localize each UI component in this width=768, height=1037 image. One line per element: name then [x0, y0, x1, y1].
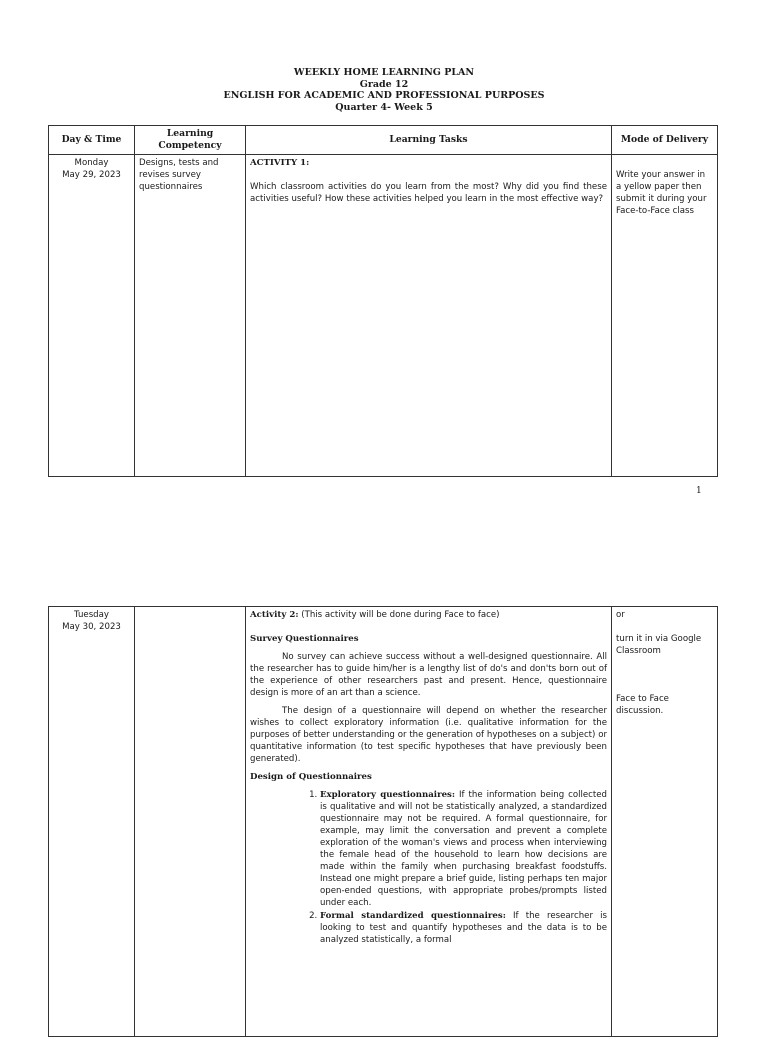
page-number: 1 [696, 486, 702, 496]
activity-note: (This activity will be done during Face to face) [298, 610, 500, 620]
competency-cell [135, 607, 246, 1037]
competency-cell: Designs, tests and revises survey questionnaires [135, 155, 246, 477]
header-subject: ENGLISH FOR ACADEMIC AND PROFESSIONAL PURPOSES [223, 90, 545, 101]
activity-text: Which classroom activities do you learn from the most? Why did you find these activities useful? How these activities helped you learn in the most effective way? [250, 182, 607, 204]
day-label: Monday [74, 158, 109, 168]
header-learning-competency: Learning Competency [135, 126, 246, 155]
page-header [0, 67, 768, 113]
design-title: Design of Questionnaires [250, 772, 372, 782]
design-list [250, 789, 607, 946]
delivery-or: or [616, 610, 625, 620]
delivery-cell [612, 607, 718, 1037]
paragraph: The design of a questionnaire will depend on whether the researcher wishes to collect exploratory information (i.e. qualitative information for the purposes of better understanding or the generation of hypotheses on a subject) or quantitative information (to test specific hypotheses that have previously been generated). [250, 706, 607, 764]
header-quarter: Quarter 4- Week 5 [335, 101, 433, 113]
day-label: Tuesday [74, 610, 109, 620]
learning-plan-table-page2 [48, 606, 718, 1037]
date-label: May 29, 2023 [62, 170, 121, 180]
header-day-time: Day & Time [49, 126, 135, 155]
delivery-face-to-face: Face to Face discussion. [616, 694, 669, 716]
list-item [320, 789, 607, 909]
day-time-cell [49, 607, 135, 1037]
activity-heading [250, 609, 607, 621]
paragraph: No survey can achieve success without a well-designed questionnaire. All the researcher has to guide him/her is a lengthy list of do's and don'ts born out of the experience of other researchers past and present. Hence, questionnaire design is more of an art than a science. [250, 652, 607, 698]
activity-title: ACTIVITY 1: [250, 158, 310, 168]
list-item [320, 910, 607, 946]
list-item-title: Exploratory questionnaires: [320, 790, 456, 800]
day-time-cell [49, 155, 135, 477]
delivery-cell: Write your answer in a yellow paper then submit it during your Face-to-Face class [612, 155, 718, 477]
table-row [49, 155, 718, 477]
list-item-title: Formal standardized questionnaires: [320, 911, 506, 921]
header-learning-tasks: Learning Tasks [246, 126, 612, 155]
learning-plan-table-page1 [48, 125, 718, 477]
header-title: WEEKLY HOME LEARNING PLAN [293, 67, 475, 78]
section-title: Survey Questionnaires [250, 634, 359, 644]
date-label: May 30, 2023 [62, 622, 121, 632]
delivery-turn-in: turn it in via Google Classroom [616, 634, 702, 656]
list-item-text: If the researcher is looking to test and quantify hypotheses and the data is to be analyzed statistically, a formal [320, 911, 608, 945]
header-mode-of-delivery: Mode of Delivery [612, 126, 718, 155]
table-row [49, 607, 718, 1037]
list-item-text: If the information being collected is qualitative and will not be statistically analyzed, a standardized questionnaire may not be required. A formal questionnaire, for example, may limit the conversation and prevent a complete exploration of the woman's views and process when interviewing the female head of the household to learn how decisions are made within the family when purchasing breakfast foodstuffs. Instead one might prepare a brief guide, listing perhaps ten major open-ended questions, with appropriate probes/prompts listed under each. [320, 790, 607, 908]
learning-tasks-cell [246, 155, 612, 477]
activity-title: Activity 2: [250, 610, 299, 620]
header-grade: Grade 12 [359, 78, 409, 90]
learning-tasks-cell [246, 607, 612, 1037]
table-header-row [49, 126, 718, 155]
